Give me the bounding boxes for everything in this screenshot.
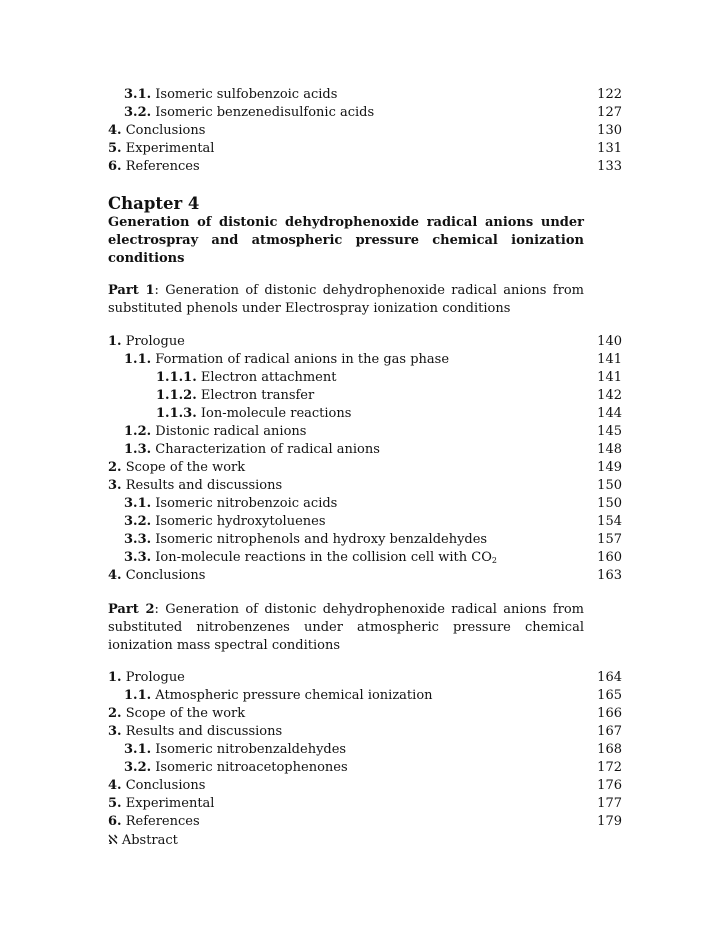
toc-entry-page: 168	[597, 742, 622, 757]
toc-entry[interactable]	[108, 104, 622, 122]
toc-entry[interactable]	[108, 405, 622, 423]
part-2-list	[108, 669, 622, 831]
toc-entry[interactable]	[108, 441, 622, 459]
toc-entry-page: 141	[597, 370, 622, 385]
toc-entry-label: References	[125, 814, 200, 829]
toc-entry-number: 1.1.1.	[156, 370, 197, 385]
toc-entry-label: Isomeric nitrophenols and hydroxy benzaldehydes	[155, 532, 488, 547]
toc-entry[interactable]	[108, 723, 622, 741]
toc-entry-label: Scope of the work	[125, 706, 246, 721]
toc-entry[interactable]	[108, 513, 622, 531]
toc-entry-number: 6.	[108, 159, 122, 174]
toc-entry[interactable]	[108, 387, 622, 405]
toc-entry-number: 1.3.	[124, 442, 152, 457]
toc-entry[interactable]	[108, 459, 622, 477]
toc-entry-number: 3.1.	[124, 87, 152, 102]
toc-entry-page: 167	[597, 724, 622, 739]
toc-entry[interactable]	[108, 333, 622, 351]
aleph-icon: ℵ	[108, 833, 118, 848]
toc-entry-page: 122	[597, 87, 622, 102]
toc-entry[interactable]	[108, 741, 622, 759]
chapter-4-heading	[108, 194, 622, 268]
toc-entry[interactable]	[108, 423, 622, 441]
chapter-subtitle: Generation of distonic dehydrophenoxide radical anions under electrospray and atmospheric pressure chemical ionization conditions	[108, 215, 584, 266]
toc-entry-number: 3.1.	[124, 742, 152, 757]
part-2-heading	[108, 601, 622, 655]
abstract-label: Abstract	[121, 833, 178, 848]
toc-entry-label: Characterization of radical anions	[155, 442, 380, 457]
toc-entry-number: 3.2.	[124, 105, 152, 120]
toc-entry-label: Experimental	[125, 796, 215, 811]
toc-entry-page: 165	[597, 688, 622, 703]
toc-entry-number: 1.1.	[124, 352, 152, 367]
toc-entry[interactable]	[108, 86, 622, 104]
toc-entry-number: 3.1.	[124, 496, 152, 511]
toc-entry-label: Isomeric benzenedisulfonic acids	[155, 105, 375, 120]
subscript: 2	[491, 556, 497, 565]
toc-entry[interactable]	[108, 140, 622, 158]
toc-entry-page: 148	[597, 442, 622, 457]
part-2-label: Part 2	[108, 602, 155, 617]
toc-entry-label: Conclusions	[125, 123, 206, 138]
part-1-label: Part 1	[108, 283, 155, 298]
toc-entry-label: Scope of the work	[125, 460, 246, 475]
toc-entry-page: 144	[597, 406, 622, 421]
toc-entry-number: 3.2.	[124, 514, 152, 529]
toc-entry-number: 1.1.	[124, 688, 152, 703]
toc-entry-label: Atmospheric pressure chemical ionization	[155, 688, 433, 703]
toc-entry-label: Isomeric nitrobenzaldehydes	[155, 742, 347, 757]
toc-entry-number: 6.	[108, 814, 122, 829]
toc-entry-page: 150	[597, 496, 622, 511]
toc-entry-number: 3.2.	[124, 760, 152, 775]
toc-entry[interactable]	[108, 495, 622, 513]
toc-entry-page: 142	[597, 388, 622, 403]
toc-entry-number: 5.	[108, 141, 122, 156]
toc-entry-number: 2.	[108, 460, 122, 475]
toc-entry-number: 2.	[108, 706, 122, 721]
toc-entry-page: 130	[597, 123, 622, 138]
toc-entry-label: Formation of radical anions in the gas phase	[155, 352, 450, 367]
toc-entry[interactable]	[108, 795, 622, 813]
toc-entry-label: Isomeric nitroacetophenones	[155, 760, 348, 775]
toc-entry-number: 1.	[108, 334, 122, 349]
toc-entry-label: Ion-molecule reactions in the collision cell with CO	[155, 550, 492, 565]
toc-entry-page: 179	[597, 814, 622, 829]
toc-entry-number: 5.	[108, 796, 122, 811]
toc-entry-number: 1.	[108, 670, 122, 685]
toc-entry[interactable]	[108, 687, 622, 705]
toc-entry-label: Conclusions	[125, 568, 206, 583]
toc-entry-number: 1.2.	[124, 424, 152, 439]
toc-entry-number: 3.3.	[124, 550, 152, 565]
toc-entry-label: Results and discussions	[125, 478, 283, 493]
toc-entry-label: Prologue	[125, 670, 185, 685]
part-1-list	[108, 333, 622, 585]
toc-entry-number: 4.	[108, 123, 122, 138]
toc-entry-label: Electron attachment	[200, 370, 337, 385]
toc-entry-label: Isomeric nitrobenzoic acids	[155, 496, 338, 511]
toc-entry-label: Electron transfer	[200, 388, 315, 403]
toc-entry-page: 172	[597, 760, 622, 775]
toc-entry-page: 140	[597, 334, 622, 349]
toc-entry-label: Ion-molecule reactions	[200, 406, 352, 421]
toc-entry-number: 4.	[108, 778, 122, 793]
toc-entry[interactable]	[108, 158, 622, 176]
toc-entry-page: 150	[597, 478, 622, 493]
toc-entry-page: 176	[597, 778, 622, 793]
toc-entry[interactable]	[108, 777, 622, 795]
toc-entry[interactable]	[108, 122, 622, 140]
toc-entry[interactable]	[108, 477, 622, 495]
toc-entry-label: References	[125, 159, 200, 174]
toc-entry-page: 164	[597, 670, 622, 685]
toc-entry-page: 177	[597, 796, 622, 811]
toc-entry[interactable]	[108, 351, 622, 369]
toc-entry-page: 127	[597, 105, 622, 120]
toc-entry[interactable]	[108, 369, 622, 387]
toc-entry-page: 145	[597, 424, 622, 439]
toc-entry-label: Experimental	[125, 141, 215, 156]
toc-entry-page: 157	[597, 532, 622, 547]
toc-entry-label: Prologue	[125, 334, 185, 349]
toc-entry-label: Conclusions	[125, 778, 206, 793]
toc-entry-page: 131	[597, 141, 622, 156]
toc-entry-label: Results and discussions	[125, 724, 283, 739]
toc-entry-label: Distonic radical anions	[155, 424, 307, 439]
toc-entry-page: 163	[597, 568, 622, 583]
toc-entry[interactable]	[108, 549, 622, 567]
toc-entry-number: 3.	[108, 478, 122, 493]
toc-entry-label: Isomeric sulfobenzoic acids	[155, 87, 338, 102]
toc-entry-page: 160	[597, 550, 622, 565]
toc-entry[interactable]	[108, 567, 622, 585]
toc-entry-number: 1.1.3.	[156, 406, 197, 421]
toc-entry-page: 133	[597, 159, 622, 174]
toc-entry-label: Isomeric hydroxytoluenes	[155, 514, 326, 529]
part-1-text: : Generation of distonic dehydrophenoxide radical anions from substituted phenols under Electrospray ionization conditions	[108, 283, 584, 316]
toc-entry-page: 141	[597, 352, 622, 367]
toc-entry-number: 3.3.	[124, 532, 152, 547]
toc-entry[interactable]	[108, 813, 622, 831]
toc-entry-number: 3.	[108, 724, 122, 739]
part-2-text: : Generation of distonic dehydrophenoxide radical anions from substituted nitrobenzenes under atmospheric pressure chemical ionization mass spectral conditions	[108, 602, 584, 653]
chapter-title: Chapter 4	[108, 194, 200, 213]
toc-entry[interactable]	[108, 669, 622, 687]
toc-entry[interactable]	[108, 531, 622, 549]
toc-entry-page: 166	[597, 706, 622, 721]
toc-entry-number: 4.	[108, 568, 122, 583]
toc-entry[interactable]	[108, 705, 622, 723]
abstract-entry[interactable]	[108, 832, 622, 850]
part-1-heading	[108, 282, 622, 318]
toc-top-list	[108, 86, 622, 176]
toc-entry-page: 154	[597, 514, 622, 529]
toc-entry[interactable]	[108, 759, 622, 777]
toc-entry-number: 1.1.2.	[156, 388, 197, 403]
toc-entry-page: 149	[597, 460, 622, 475]
